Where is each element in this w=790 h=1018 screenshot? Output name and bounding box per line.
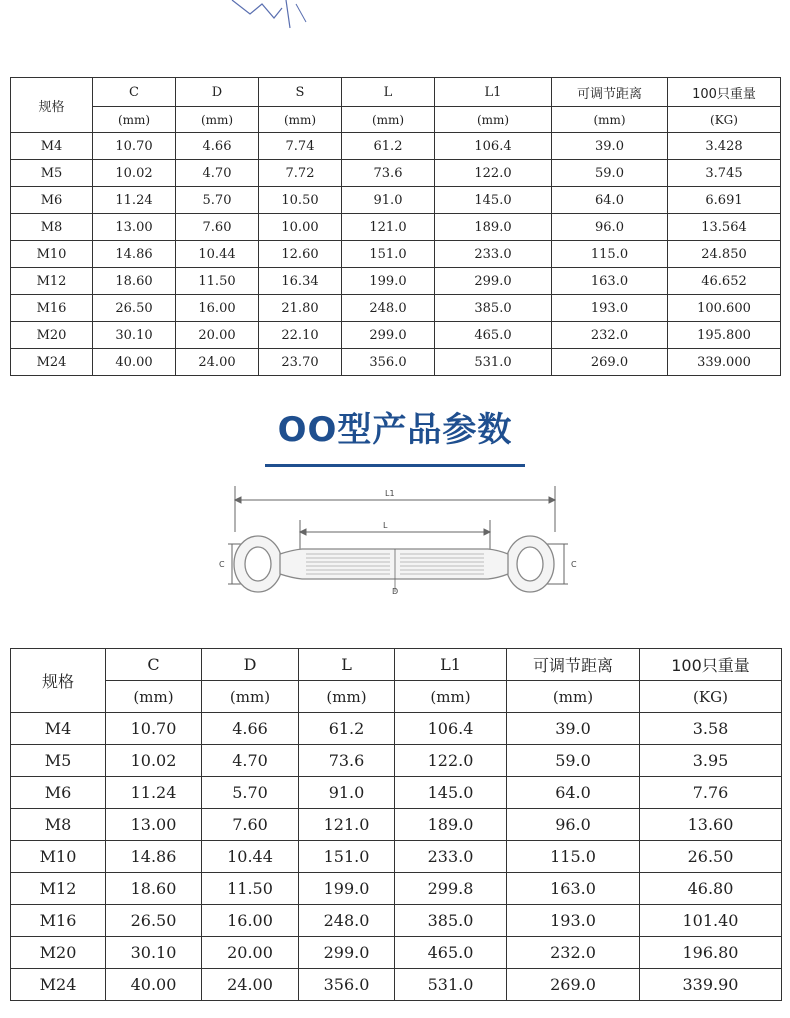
spec-cell: M8	[11, 214, 93, 241]
value-cell: 145.0	[395, 777, 507, 809]
table-row	[11, 349, 781, 376]
label-c-right: C	[571, 560, 577, 569]
col-header: 可调节距离	[552, 78, 668, 107]
value-cell: 13.60	[640, 809, 782, 841]
col-header: L1	[395, 649, 507, 681]
spec-cell: M12	[11, 268, 93, 295]
table-row	[11, 187, 781, 214]
spec-cell: M6	[11, 777, 106, 809]
value-cell: 299.8	[395, 873, 507, 905]
table-row	[11, 133, 781, 160]
unit-cell: (mm)	[552, 107, 668, 133]
value-cell: 122.0	[395, 745, 507, 777]
value-cell: 59.0	[552, 160, 668, 187]
table-row	[11, 969, 782, 1001]
value-cell: 10.70	[93, 133, 176, 160]
value-cell: 121.0	[299, 809, 395, 841]
value-cell: 13.564	[668, 214, 781, 241]
col-header: L	[299, 649, 395, 681]
value-cell: 4.70	[202, 745, 299, 777]
spec-cell: M16	[11, 905, 106, 937]
table-row	[11, 873, 782, 905]
spec-cell: M4	[11, 713, 106, 745]
table-row	[11, 322, 781, 349]
value-cell: 232.0	[507, 937, 640, 969]
unit-cell: (mm)	[93, 107, 176, 133]
unit-cell: (mm)	[259, 107, 342, 133]
unit-cell: (KG)	[668, 107, 781, 133]
value-cell: 23.70	[259, 349, 342, 376]
value-cell: 145.0	[435, 187, 552, 214]
unit-cell: (mm)	[342, 107, 435, 133]
label-l: L	[383, 521, 388, 530]
value-cell: 20.00	[176, 322, 259, 349]
unit-cell: (mm)	[202, 681, 299, 713]
label-d: D	[392, 587, 399, 596]
value-cell: 18.60	[93, 268, 176, 295]
value-cell: 195.800	[668, 322, 781, 349]
spec-cell: M5	[11, 160, 93, 187]
spec-cell: M16	[11, 295, 93, 322]
value-cell: 465.0	[395, 937, 507, 969]
value-cell: 30.10	[106, 937, 202, 969]
value-cell: 189.0	[435, 214, 552, 241]
table-row	[11, 841, 782, 873]
spec-cell: M20	[11, 322, 93, 349]
label-c-left: C	[219, 560, 225, 569]
value-cell: 5.70	[202, 777, 299, 809]
value-cell: 151.0	[342, 241, 435, 268]
spec-cell: M24	[11, 969, 106, 1001]
value-cell: 61.2	[342, 133, 435, 160]
value-cell: 106.4	[435, 133, 552, 160]
table-row	[11, 745, 782, 777]
value-cell: 3.58	[640, 713, 782, 745]
value-cell: 189.0	[395, 809, 507, 841]
value-cell: 299.0	[435, 268, 552, 295]
value-cell: 299.0	[299, 937, 395, 969]
value-cell: 13.00	[106, 809, 202, 841]
value-cell: 121.0	[342, 214, 435, 241]
spec-cell: M6	[11, 187, 93, 214]
value-cell: 91.0	[299, 777, 395, 809]
value-cell: 11.50	[176, 268, 259, 295]
value-cell: 356.0	[342, 349, 435, 376]
table-row	[11, 777, 782, 809]
value-cell: 269.0	[507, 969, 640, 1001]
value-cell: 10.50	[259, 187, 342, 214]
spec-cell: M8	[11, 809, 106, 841]
value-cell: 356.0	[299, 969, 395, 1001]
spec-cell: M24	[11, 349, 93, 376]
table-row	[11, 713, 782, 745]
col-header: L1	[435, 78, 552, 107]
value-cell: 39.0	[507, 713, 640, 745]
value-cell: 465.0	[435, 322, 552, 349]
value-cell: 269.0	[552, 349, 668, 376]
table-row	[11, 160, 781, 187]
col-header: S	[259, 78, 342, 107]
value-cell: 115.0	[507, 841, 640, 873]
value-cell: 40.00	[93, 349, 176, 376]
value-cell: 24.00	[202, 969, 299, 1001]
value-cell: 4.66	[202, 713, 299, 745]
value-cell: 64.0	[552, 187, 668, 214]
value-cell: 10.70	[106, 713, 202, 745]
col-header: D	[202, 649, 299, 681]
value-cell: 3.95	[640, 745, 782, 777]
value-cell: 122.0	[435, 160, 552, 187]
unit-cell: (mm)	[435, 107, 552, 133]
value-cell: 24.00	[176, 349, 259, 376]
value-cell: 26.50	[640, 841, 782, 873]
spec-cell: M20	[11, 937, 106, 969]
spec-cell: M4	[11, 133, 93, 160]
value-cell: 46.652	[668, 268, 781, 295]
value-cell: 64.0	[507, 777, 640, 809]
value-cell: 233.0	[435, 241, 552, 268]
value-cell: 96.0	[552, 214, 668, 241]
value-cell: 91.0	[342, 187, 435, 214]
value-cell: 101.40	[640, 905, 782, 937]
value-cell: 299.0	[342, 322, 435, 349]
value-cell: 10.02	[93, 160, 176, 187]
value-cell: 14.86	[93, 241, 176, 268]
spec-cell: M10	[11, 841, 106, 873]
label-l1: L1	[385, 489, 395, 498]
section-title: OO型产品参数	[277, 410, 513, 450]
unit-cell: (mm)	[176, 107, 259, 133]
value-cell: 10.44	[176, 241, 259, 268]
value-cell: 100.600	[668, 295, 781, 322]
value-cell: 339.000	[668, 349, 781, 376]
value-cell: 163.0	[507, 873, 640, 905]
value-cell: 196.80	[640, 937, 782, 969]
col-header: 100只重量	[668, 78, 781, 107]
table-row	[11, 809, 782, 841]
spec-header: 规格	[11, 78, 93, 133]
value-cell: 61.2	[299, 713, 395, 745]
unit-cell: (KG)	[640, 681, 782, 713]
value-cell: 193.0	[552, 295, 668, 322]
col-header: C	[106, 649, 202, 681]
spec-cell: M10	[11, 241, 93, 268]
value-cell: 4.70	[176, 160, 259, 187]
unit-cell: (mm)	[395, 681, 507, 713]
value-cell: 106.4	[395, 713, 507, 745]
spec-header: 规格	[11, 649, 106, 713]
value-cell: 73.6	[342, 160, 435, 187]
value-cell: 248.0	[342, 295, 435, 322]
value-cell: 13.00	[93, 214, 176, 241]
col-header: D	[176, 78, 259, 107]
value-cell: 11.50	[202, 873, 299, 905]
value-cell: 22.10	[259, 322, 342, 349]
col-header: C	[93, 78, 176, 107]
value-cell: 12.60	[259, 241, 342, 268]
value-cell: 193.0	[507, 905, 640, 937]
value-cell: 59.0	[507, 745, 640, 777]
value-cell: 20.00	[202, 937, 299, 969]
sketch-fragment	[0, 0, 790, 40]
value-cell: 531.0	[435, 349, 552, 376]
value-cell: 30.10	[93, 322, 176, 349]
value-cell: 199.0	[299, 873, 395, 905]
turnbuckle-diagram	[210, 482, 580, 597]
value-cell: 199.0	[342, 268, 435, 295]
value-cell: 46.80	[640, 873, 782, 905]
value-cell: 5.70	[176, 187, 259, 214]
value-cell: 163.0	[552, 268, 668, 295]
value-cell: 248.0	[299, 905, 395, 937]
value-cell: 11.24	[106, 777, 202, 809]
value-cell: 16.00	[202, 905, 299, 937]
value-cell: 233.0	[395, 841, 507, 873]
table-row	[11, 268, 781, 295]
value-cell: 10.44	[202, 841, 299, 873]
value-cell: 39.0	[552, 133, 668, 160]
title-underline	[265, 464, 525, 467]
value-cell: 232.0	[552, 322, 668, 349]
table-row	[11, 214, 781, 241]
value-cell: 385.0	[395, 905, 507, 937]
value-cell: 24.850	[668, 241, 781, 268]
value-cell: 3.428	[668, 133, 781, 160]
value-cell: 385.0	[435, 295, 552, 322]
value-cell: 531.0	[395, 969, 507, 1001]
value-cell: 7.76	[640, 777, 782, 809]
value-cell: 16.34	[259, 268, 342, 295]
col-header: 100只重量	[640, 649, 782, 681]
value-cell: 7.60	[176, 214, 259, 241]
table-row	[11, 241, 781, 268]
table-row	[11, 905, 782, 937]
value-cell: 40.00	[106, 969, 202, 1001]
spec-cell: M12	[11, 873, 106, 905]
value-cell: 3.745	[668, 160, 781, 187]
value-cell: 339.90	[640, 969, 782, 1001]
col-header: 可调节距离	[507, 649, 640, 681]
value-cell: 16.00	[176, 295, 259, 322]
table-row	[11, 295, 781, 322]
spec-table-1	[10, 77, 781, 376]
value-cell: 151.0	[299, 841, 395, 873]
value-cell: 115.0	[552, 241, 668, 268]
value-cell: 26.50	[106, 905, 202, 937]
table-row	[11, 937, 782, 969]
value-cell: 14.86	[106, 841, 202, 873]
unit-cell: (mm)	[106, 681, 202, 713]
value-cell: 26.50	[93, 295, 176, 322]
value-cell: 96.0	[507, 809, 640, 841]
value-cell: 10.02	[106, 745, 202, 777]
value-cell: 10.00	[259, 214, 342, 241]
unit-cell: (mm)	[507, 681, 640, 713]
value-cell: 18.60	[106, 873, 202, 905]
spec-table-2	[10, 648, 782, 1001]
value-cell: 7.74	[259, 133, 342, 160]
value-cell: 7.72	[259, 160, 342, 187]
spec-cell: M5	[11, 745, 106, 777]
value-cell: 7.60	[202, 809, 299, 841]
value-cell: 6.691	[668, 187, 781, 214]
value-cell: 73.6	[299, 745, 395, 777]
unit-cell: (mm)	[299, 681, 395, 713]
value-cell: 4.66	[176, 133, 259, 160]
value-cell: 11.24	[93, 187, 176, 214]
value-cell: 21.80	[259, 295, 342, 322]
col-header: L	[342, 78, 435, 107]
